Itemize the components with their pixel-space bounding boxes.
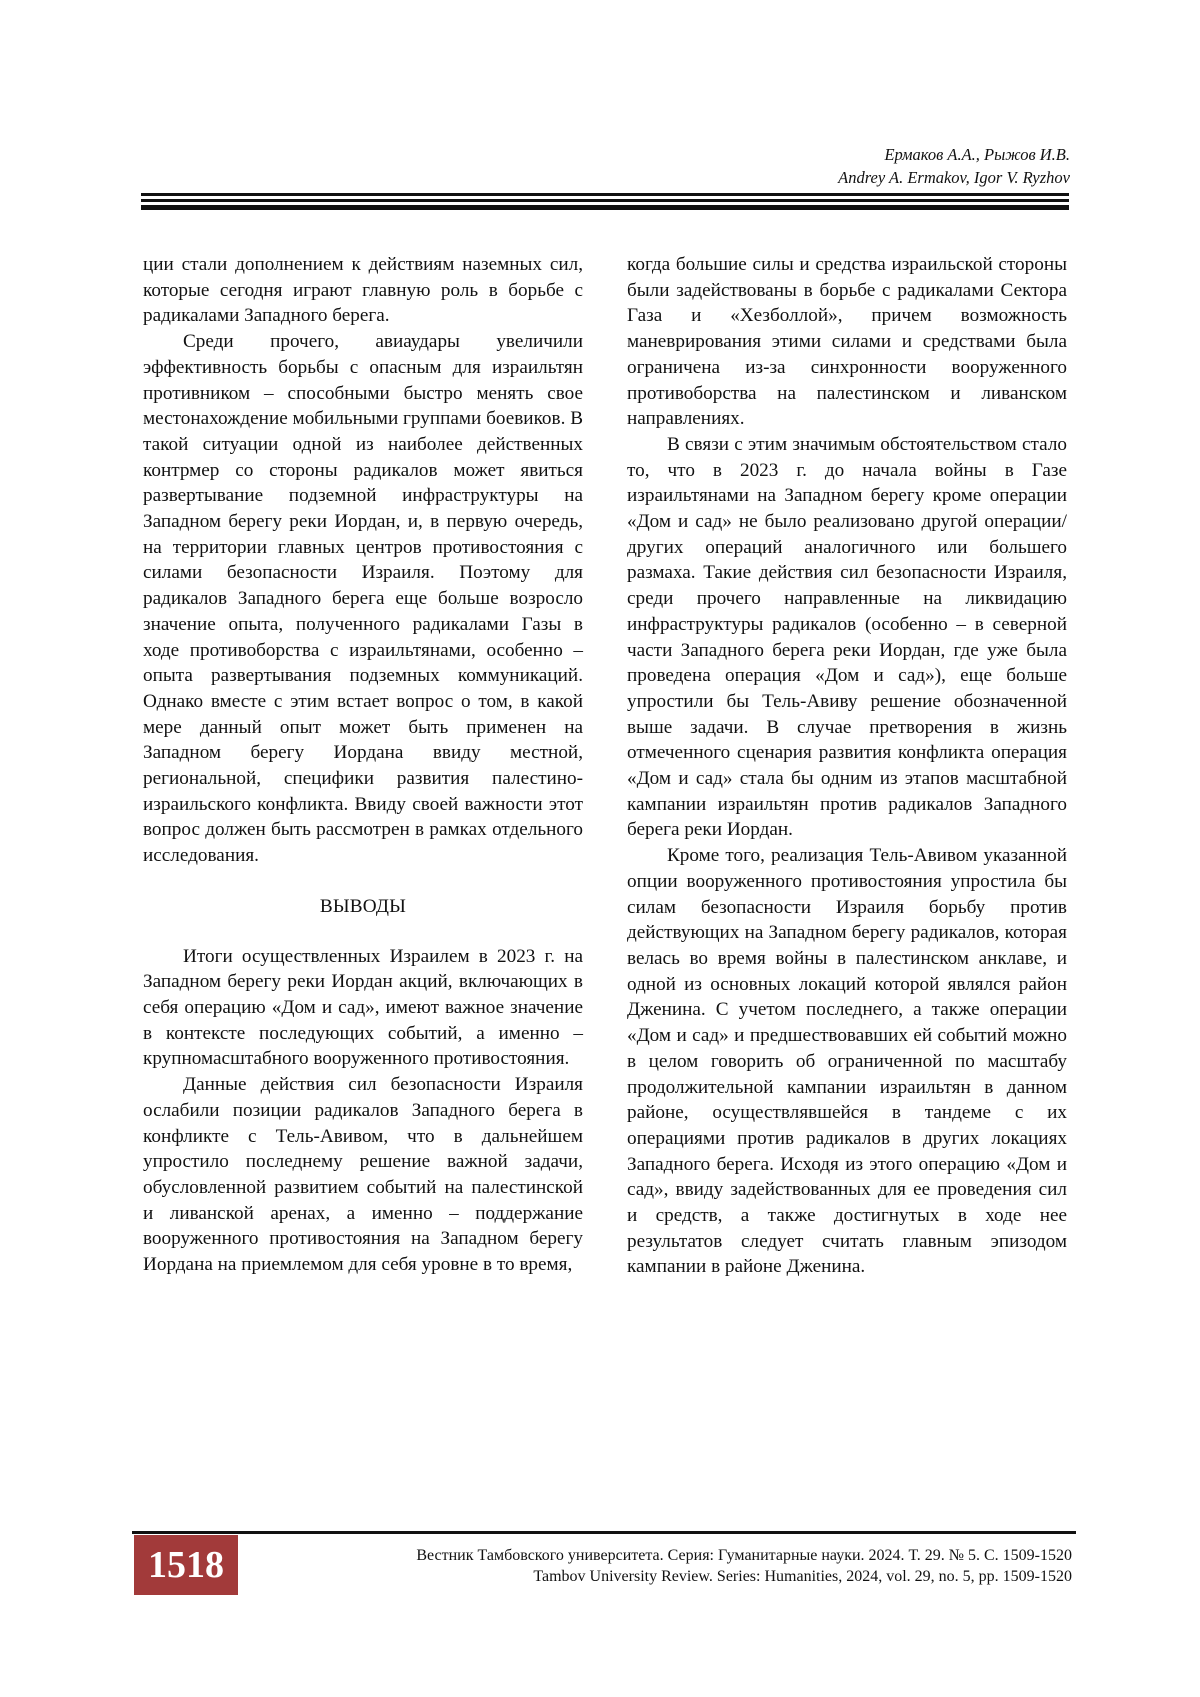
journal-citation-english: Tambov University Review. Series: Humanities, 2024, vol. 29, no. 5, pp. 1509-1520	[533, 1568, 1072, 1585]
header-rule-thin-middle	[141, 199, 1069, 202]
footer-rule	[132, 1531, 1076, 1534]
paragraph: Среди прочего, авиаудары увеличили эффективность борьбы с опасным для израильтян противником – способными быстро менять свое местонахождение мобильными группами боевиков. В такой ситуации одной из наиболее действенных контрмер со стороны радикалов может явиться развертывание подземной инфраструктуры на Западном берегу реки Иордан, и, в первую очередь, на территории главных центров противостояния с силами безопасности Израиля. Поэтому для радикалов Западного берега еще больше возросло значение опыта, полученного радикалами Газы в ходе противоборства с израильтянами, особенно – опыта развертывания подземных коммуникаций. Однако вместе с этим встает вопрос о том, в какой мере данный опыт может быть применен на Западном берегу Иордана ввиду местной, региональной, специфики развития палестино-израильского конфликта. Ввиду своей важности этот вопрос должен быть рассмотрен в рамках отдельного исследования.	[143, 331, 583, 867]
header-rule-thin-top	[141, 193, 1069, 196]
authors-english: Andrey A. Ermakov, Igor V. Ryzhov	[838, 168, 1070, 187]
section-heading-conclusions: ВЫВОДЫ	[319, 895, 407, 917]
paragraph: В связи с этим значимым обстоятельством стало то, что в 2023 г. до начала войны в Газе израильтянами на Западном берегу кроме операции «Дом и сад» не было реализовано другой операции/других операций аналогичного или большего размаха. Такие действия сил безопасности Израиля, среди прочего направленные на ликвидацию инфраструктуры радикалов (особенно – в северной части Западного берега реки Иордан, где уже была проведена операция «Дом и сад»), еще больше упростили бы Тель-Авиву решение обозначенной выше задачи. В случае претворения в жизнь отмеченного сценария развития конфликта операция «Дом и сад» стала бы одним из этапов масштабной кампании израильтян против радикалов Западного берега реки Иордан.	[627, 433, 1067, 841]
page-number: 1518	[134, 1535, 238, 1595]
paragraph: Кроме того, реализация Тель-Авивом указанной опции вооруженного противостояния упростила бы силам безопасности Израиля борьбу против действующих на Западном берегу радикалов, которая велась во время войны в палестинском анклаве, и одной из основных локаций которой являлся район Дженина. С учетом последнего, а также операции «Дом и сад» и предшествовавших ей событий можно в целом говорить об ограниченной по масштабу продолжительной кампании израильтян в данном районе, осуществлявшейся в тандеме с их операциями против радикалов в других локациях Западного берега. Исходя из этого операцию «Дом и сад», ввиду задействованных для ее проведения сил и средств, а также достигнутых в ходе нее результатов следует считать главным эпизодом кампании в районе Дженина.	[627, 845, 1067, 1278]
paragraph: Итоги осуществленных Израилем в 2023 г. на Западном берегу реки Иордан акций, включающих в себя операцию «Дом и сад», имеют важное значение в контексте последующих событий, а именно – крупномасштабного вооруженного противостояния.	[143, 945, 583, 1070]
left-text-column	[143, 252, 583, 1278]
paragraph: Данные действия сил безопасности Израиля ослабили позиции радикалов Западного берега в конфликте с Тель-Авивом, что в дальнейшем упростило последнему решение важной задачи, обусловленной развитием событий на палестинской и ливанской аренах, а именно – поддержание вооруженного противостояния на Западном берегу Иордана на приемлемом для себя уровне в то время,	[143, 1074, 583, 1276]
journal-citation-russian: Вестник Тамбовского университета. Серия: Гуманитарные науки. 2024. Т. 29. № 5. С. 1509-1520	[416, 1547, 1072, 1564]
running-header-authors	[838, 143, 1070, 189]
authors-russian: Ермаков А.А., Рыжов И.В.	[884, 145, 1070, 164]
journal-citation	[416, 1545, 1072, 1587]
paragraph-continued: когда большие силы и средства израильской стороны были задействованы в борьбе с радикалами Сектора Газа и «Хезболлой», причем возможность маневрирования этими силами и средствами была ограничена из-за синхронности вооруженного противоборства на палестинском и ливанском направлениях.	[627, 254, 1067, 430]
header-rule-thick	[141, 205, 1069, 210]
paragraph-continued: ции стали дополнением к действиям наземных сил, которые сегодня играют главную роль в борьбе с радикалами Западного берега.	[143, 254, 583, 327]
right-text-column	[627, 252, 1067, 1280]
